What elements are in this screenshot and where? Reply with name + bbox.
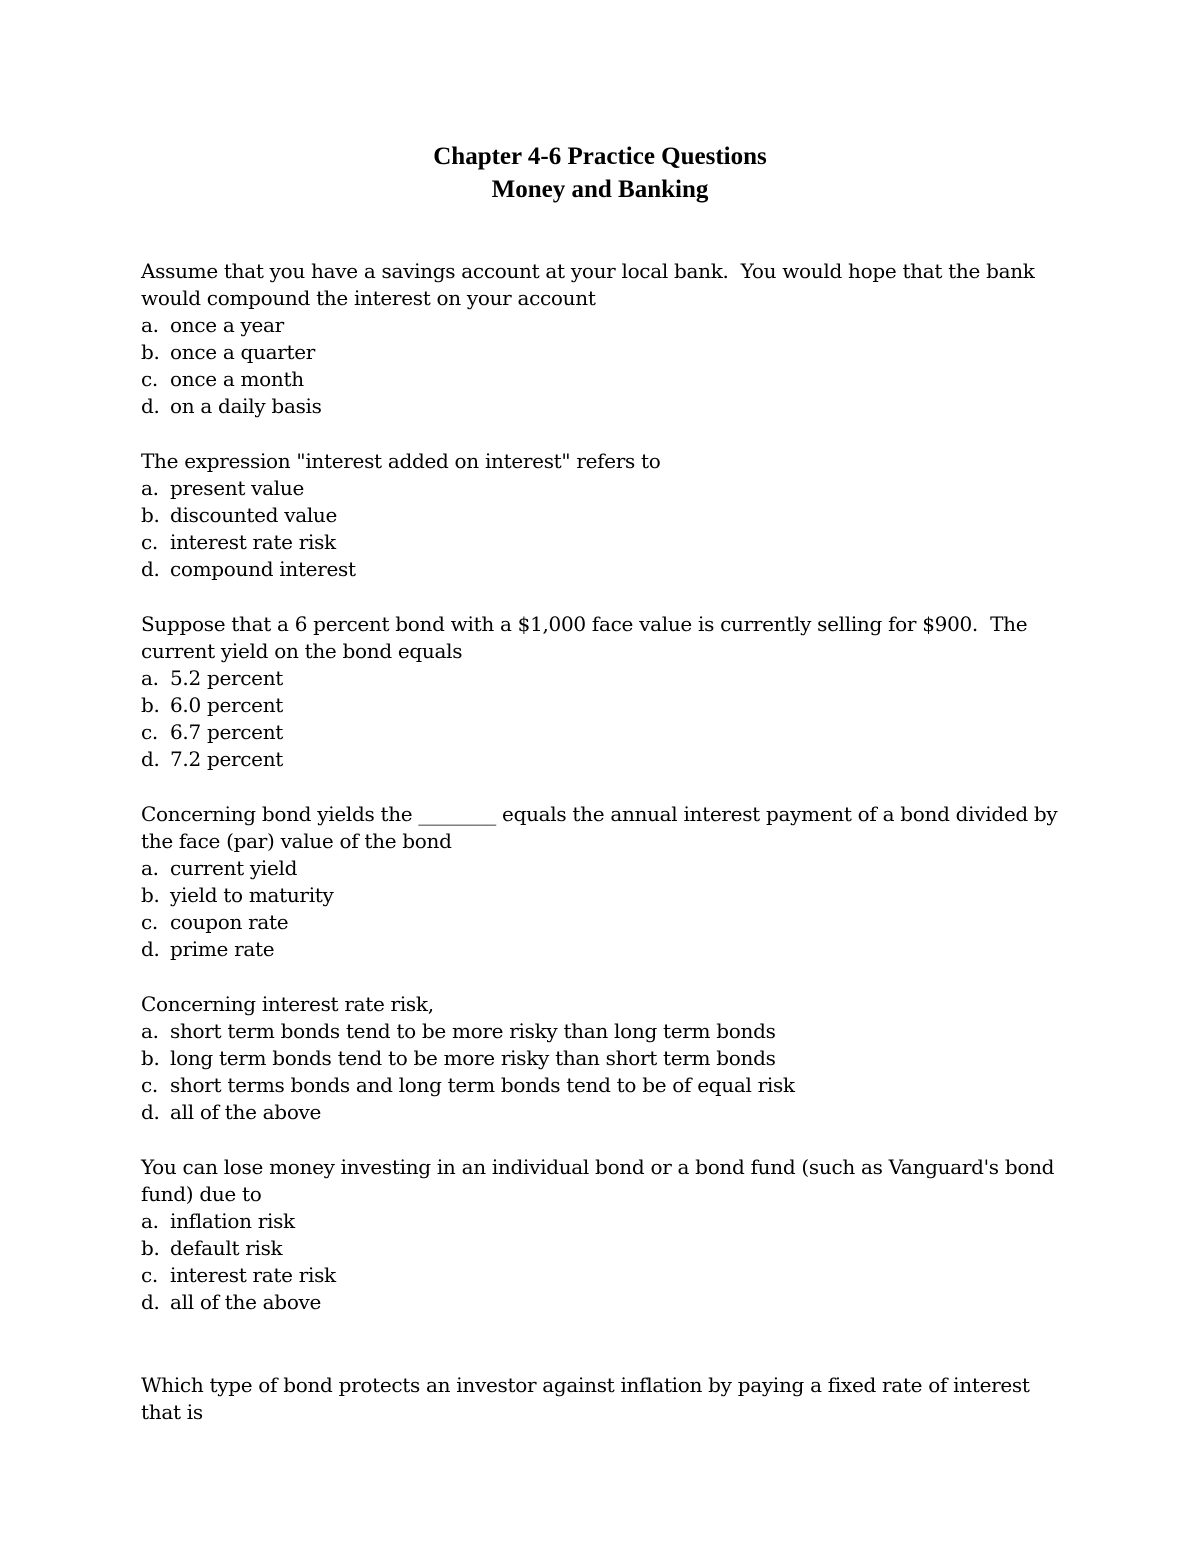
option-text: on a daily basis	[170, 394, 322, 418]
question-item	[141, 801, 1071, 963]
option-letter: c.	[141, 530, 158, 554]
question-item	[141, 258, 1071, 420]
answer-options	[141, 855, 1071, 963]
option-text: once a year	[170, 313, 284, 337]
option-letter: b.	[141, 340, 160, 364]
option-text: 6.0 percent	[170, 693, 284, 717]
option-letter: a.	[141, 856, 159, 880]
answer-option	[141, 1099, 1071, 1126]
option-letter: c.	[141, 367, 158, 391]
option-letter: d.	[141, 747, 160, 771]
option-letter: d.	[141, 1100, 160, 1124]
question-stem: Concerning interest rate risk,	[141, 992, 434, 1016]
option-text: 5.2 percent	[170, 666, 284, 690]
option-letter: d.	[141, 1290, 160, 1314]
answer-option	[141, 746, 1071, 773]
title-block	[0, 140, 1200, 206]
answer-option	[141, 882, 1071, 909]
answer-options	[141, 475, 1071, 583]
answer-options	[141, 312, 1071, 420]
option-text: default risk	[170, 1236, 283, 1260]
answer-option	[141, 1235, 1071, 1262]
question-item	[141, 611, 1071, 773]
answer-option	[141, 855, 1071, 882]
option-text: short term bonds tend to be more risky than long term bonds	[170, 1019, 776, 1043]
answer-option	[141, 1018, 1071, 1045]
option-letter: b.	[141, 503, 160, 527]
answer-option	[141, 366, 1071, 393]
option-letter: b.	[141, 1046, 160, 1070]
option-text: yield to maturity	[170, 883, 334, 907]
answer-options	[141, 1018, 1071, 1126]
answer-option	[141, 692, 1071, 719]
option-text: 6.7 percent	[170, 720, 284, 744]
document-title: Chapter 4-6 Practice Questions	[433, 143, 767, 170]
option-letter: d.	[141, 937, 160, 961]
option-letter: a.	[141, 1019, 159, 1043]
option-letter: b.	[141, 1236, 160, 1260]
option-text: 7.2 percent	[170, 747, 284, 771]
answer-option	[141, 556, 1071, 583]
question-stem: The expression "interest added on interest" refers to	[141, 449, 661, 473]
answer-option	[141, 339, 1071, 366]
answer-option	[141, 909, 1071, 936]
option-letter: d.	[141, 394, 160, 418]
document-subtitle: Money and Banking	[491, 176, 709, 203]
option-letter: a.	[141, 313, 159, 337]
option-text: inflation risk	[170, 1209, 295, 1233]
option-text: compound interest	[170, 557, 356, 581]
answer-option	[141, 665, 1071, 692]
answer-option	[141, 1208, 1071, 1235]
option-letter: a.	[141, 1209, 159, 1233]
answer-option	[141, 1262, 1071, 1289]
question-stem: You can lose money investing in an individual bond or a bond fund (such as Vanguard's bond fund) due to	[141, 1155, 1061, 1206]
option-text: once a quarter	[170, 340, 315, 364]
question-stem: Assume that you have a savings account at your local bank. You would hope that the bank would compound the interest on your account	[141, 259, 1041, 310]
option-text: discounted value	[170, 503, 338, 527]
answer-options	[141, 1208, 1071, 1316]
answer-option	[141, 312, 1071, 339]
option-text: interest rate risk	[170, 1263, 336, 1287]
answer-option	[141, 393, 1071, 420]
option-text: coupon rate	[170, 910, 289, 934]
answer-option	[141, 936, 1071, 963]
option-letter: d.	[141, 557, 160, 581]
answer-option	[141, 1289, 1071, 1316]
option-letter: c.	[141, 1263, 158, 1287]
question-stem: Concerning bond yields the ________ equals the annual interest payment of a bond divided by the face (par) value of the bond	[141, 802, 1064, 853]
question-item	[141, 991, 1071, 1126]
option-text: interest rate risk	[170, 530, 336, 554]
question-stem: Suppose that a 6 percent bond with a $1,000 face value is currently selling for $900. The current yield on the bond equals	[141, 612, 1034, 663]
answer-option	[141, 719, 1071, 746]
question-item	[141, 1372, 1071, 1426]
question-item	[141, 1154, 1071, 1316]
option-text: all of the above	[170, 1100, 322, 1124]
question-stem: Which type of bond protects an investor against inflation by paying a fixed rate of interest that is	[141, 1373, 1036, 1424]
option-text: all of the above	[170, 1290, 322, 1314]
question-list	[141, 258, 1071, 1454]
option-text: once a month	[170, 367, 304, 391]
option-letter: a.	[141, 476, 159, 500]
answer-option	[141, 529, 1071, 556]
answer-option	[141, 475, 1071, 502]
option-letter: b.	[141, 883, 160, 907]
option-text: present value	[170, 476, 305, 500]
option-letter: c.	[141, 720, 158, 744]
question-item	[141, 448, 1071, 583]
answer-options	[141, 665, 1071, 773]
answer-option	[141, 1072, 1071, 1099]
option-letter: a.	[141, 666, 159, 690]
option-text: short terms bonds and long term bonds tend to be of equal risk	[170, 1073, 795, 1097]
answer-option	[141, 1045, 1071, 1072]
option-letter: c.	[141, 910, 158, 934]
option-letter: b.	[141, 693, 160, 717]
option-letter: c.	[141, 1073, 158, 1097]
option-text: long term bonds tend to be more risky than short term bonds	[170, 1046, 776, 1070]
option-text: prime rate	[170, 937, 275, 961]
answer-option	[141, 502, 1071, 529]
option-text: current yield	[170, 856, 298, 880]
